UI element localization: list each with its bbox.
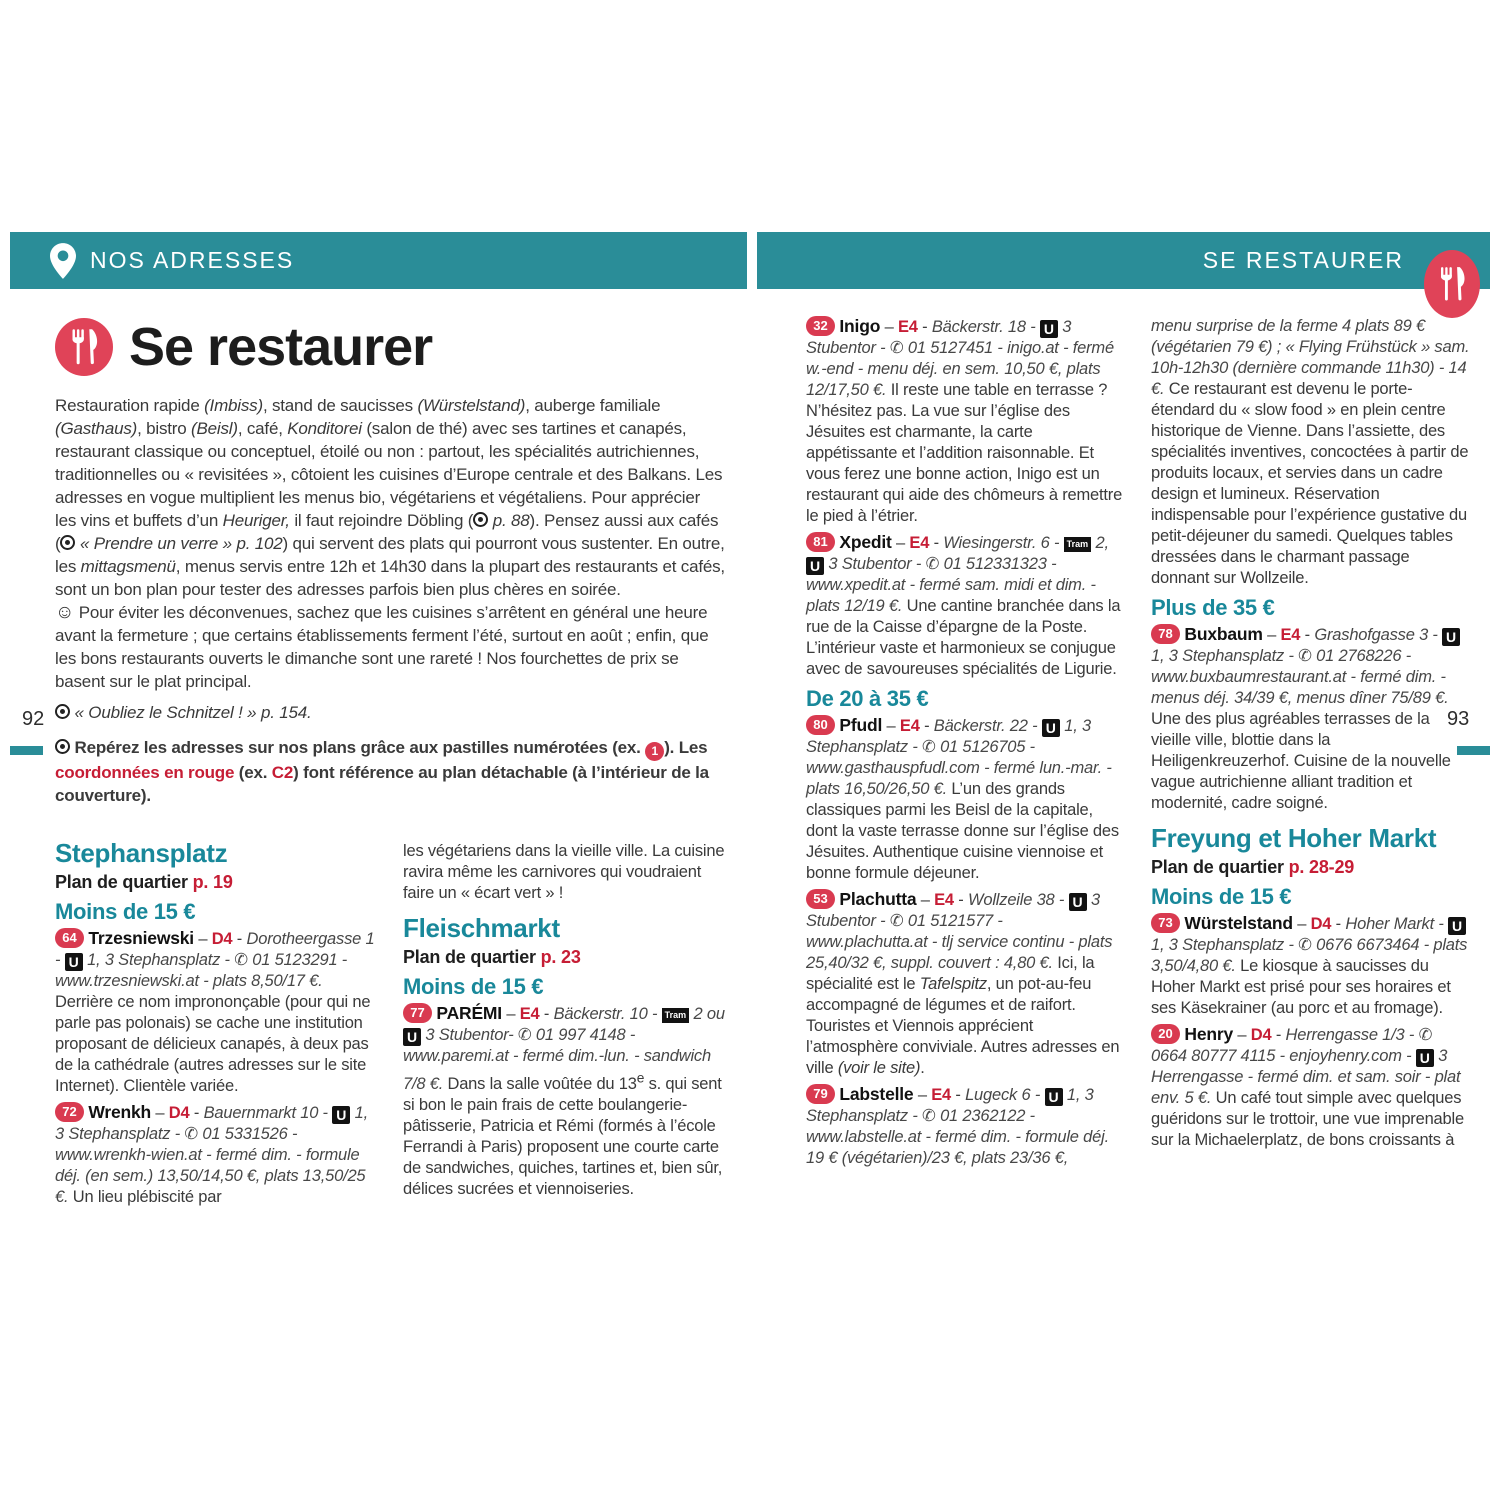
entry-details: Herrengasse 1/3 - ✆ 0664 80777 4115 - enjoyhenry.com - U 3 Herrengasse - fermé dim. et sam. soir - plat env. 5 €.: [1151, 1026, 1461, 1107]
section-label-left: NOS ADRESSES: [90, 247, 295, 273]
left-page: [55, 316, 725, 1213]
intro-block: [55, 394, 725, 807]
plan-page-ref: p. 28-29: [1288, 857, 1355, 877]
entry-number-badge: 79: [806, 1084, 835, 1104]
entry-number-badge: 78: [1151, 624, 1180, 644]
metro-icon: U: [1045, 1088, 1063, 1106]
metro-icon: U: [1442, 628, 1460, 646]
guide-icon: [55, 704, 70, 719]
entry-details: Bäckerstr. 10 - Tram 2 ou U 3 Stubentor- ✆ 01 997 4148 - www.paremi.at - fermé dim.-lun. - sandwich 7/8 €.: [403, 1005, 725, 1093]
left-page-columns: [55, 838, 725, 1213]
numbered-dot-badge: 1: [645, 742, 664, 761]
section-label-right: SE RESTAURER: [1202, 247, 1404, 273]
tips-paragraph: ☺ Pour éviter les déconvenues, sachez que les cuisines s’arrêtent en général une heure avant la fermeture ; que certains établissements ferment l’été, surtout en août ; enfin, que les bons restaurants ouverts le dimanche sont une rareté ! Nos fourchettes de prix se basent sur le plat principal.: [55, 602, 709, 691]
metro-icon: U: [1040, 320, 1058, 338]
smiley-icon: ☺: [55, 602, 75, 623]
restaurant-name: PARÉMI: [436, 1003, 502, 1023]
entry-description: L’un des grands classiques parmi les Beisl de la capitale, dont la vaste terrasse donne sur l’église des Jésuites. Authentique cuisine viennoise et bonne formule déjeuner.: [806, 780, 1119, 882]
entry-details: Hoher Markt - U 1, 3 Stephansplatz - ✆ 0676 6673464 - plats 3,50/4,80 €.: [1151, 915, 1468, 975]
chapter-title-row: [55, 316, 725, 378]
entry-number-badge: 32: [806, 316, 835, 336]
price-range-heading: Plus de 35 €: [1151, 595, 1275, 620]
metro-icon: U: [1416, 1049, 1434, 1067]
map-grid-ref: D4: [1250, 1026, 1272, 1044]
map-grid-ref: E4: [899, 717, 920, 735]
price-range-heading: De 20 à 35 €: [806, 686, 929, 711]
entry-description: Un café tout simple avec quelques guéridons sur le trottoir, une vue imprenable sur la Michaelerplatz, de bons croissants à: [1151, 1089, 1464, 1149]
restaurant-entry: 20 Henry – D4 - Herrengasse 1/3 - ✆ 0664 80777 4115 - enjoyhenry.com - U 3 Herrengasse - fermé dim. et sam. soir - plat env. 5 €. Un café tout simple avec quelques guéridons sur le trottoir, une vue imprenable sur la Michaelerplatz, de bons croissants à: [1151, 1024, 1464, 1149]
restaurant-entry: 79 Labstelle – E4 - Lugeck 6 - U 1, 3 Stephansplatz - ✆ 01 2362122 - www.labstelle.at - fermé dim. - formule déj. 19 € (végétarien)/23 €, plats 23/36 €,: [806, 1084, 1109, 1167]
phone-icon: ✆: [922, 1107, 936, 1125]
district-heading: Fleischmarkt: [403, 913, 560, 943]
map-grid-ref: D4: [211, 930, 233, 948]
entry-details: Bäckerstr. 22 - U 1, 3 Stephansplatz - ✆ 01 5126705 - www.gasthauspfudl.com - fermé lun.-mar. - plats 16,50/26,50 €.: [806, 717, 1112, 798]
map-grid-ref: E4: [897, 318, 918, 336]
restaurant-name: Labstelle: [839, 1084, 914, 1104]
entry-number-badge: 77: [403, 1003, 432, 1023]
entry-description: Dans la salle voûtée du 13e s. qui sent si bon le pain frais de cette boulangerie-pâtisserie, Patricia et Rémi (formés à l’école Ferrandi à Paris) proposent une courte carte de sandwiches, quiches, tartines et, bien sûr, délices sucrées et viennoiseries.: [403, 1070, 723, 1198]
map-grid-ref: E4: [519, 1005, 540, 1023]
plan-reference: Plan de quartier p. 23: [403, 947, 581, 967]
header-band-right: [757, 232, 1490, 289]
restaurant-name: Henry: [1184, 1024, 1233, 1044]
price-range-heading: Moins de 15 €: [403, 974, 544, 999]
column-3: [806, 316, 1125, 1174]
restaurant-entry: 81 Xpedit – E4 - Wiesingerstr. 6 - Tram 2, U 3 Stubentor - ✆ 01 512331323 - www.xpedit.at - fermé sam. midi et dim. - plats 12/19 €. Une cantine branchée dans la rue de la Caisse d’épargne de la Poste. L’intérieur vaste et harmonieux se conjugue avec de savoureuses spécialités de Ligurie.: [806, 532, 1121, 678]
district-heading: Stephansplatz: [55, 838, 228, 868]
phone-icon: ✆: [922, 738, 936, 756]
phone-icon: ✆: [889, 339, 904, 357]
page-number-right: 93: [1447, 708, 1470, 730]
plan-page-ref: p. 23: [540, 947, 581, 967]
column-2: [403, 841, 725, 1213]
entry-number-badge: 81: [806, 532, 835, 552]
map-grid-ref: E4: [931, 1086, 951, 1104]
map-legend-note: Repérez les adresses sur nos plans grâce aux pastilles numérotées (ex. 1 ). Les coordonnées en rouge (ex. C2) font référence au plan détachable (à l’intérieur de la couverture).: [55, 738, 709, 805]
map-grid-ref: E4: [1280, 626, 1301, 644]
restaurant-name: Würstelstand: [1184, 913, 1293, 933]
entry-description: les végétariens dans la vieille ville. La cuisine ravira même les carnivores qui voudraient faire un « écart vert » !: [403, 842, 725, 902]
restaurant-entry: 80 Pfudl – E4 - Bäckerstr. 22 - U 1, 3 Stephansplatz - ✆ 01 5126705 - www.gasthauspfudl.com - fermé lun.-mar. - plats 16,50/26,50 €. L’un des grands classiques parmi les Beisl de la capitale, dont la vaste terrasse donne sur l’église des Jésuites. Authentique cuisine viennoise et bonne formule déjeuner.: [806, 715, 1119, 882]
entry-number-badge: 72: [55, 1102, 84, 1122]
restaurant-entry: 64 Trzesniewski – D4 - Dorotheergasse 1 - U 1, 3 Stephansplatz - ✆ 01 5123291 - www.trzesniewski.at - plats 8,50/17 €. Derrière ce nom imprononçable (pour qui ne parle pas polonais) se cache une institution proposant de délicieux canapés, à deux pas de la cathédrale (autres adresses sur le site Internet). Clientèle variée.: [55, 928, 375, 1095]
entry-description: Un lieu plébiscité par: [72, 1188, 222, 1206]
restaurant-name: Buxbaum: [1184, 624, 1263, 644]
guide-icon: [55, 739, 70, 754]
page-title: Se restaurer: [129, 317, 433, 377]
metro-icon: U: [403, 1028, 421, 1046]
entry-details: menu surprise de la ferme 4 plats 89 € (végétarien 79 €) ; « Flying Frühstück » sam. 10h-12h30 (dernière commande 11h30) - 14 €.: [1151, 317, 1470, 398]
header-band-left: [10, 232, 747, 289]
phone-icon: ✆: [184, 1125, 199, 1143]
entry-number-badge: 64: [55, 928, 84, 948]
plan-page-ref: p. 19: [192, 872, 233, 892]
restaurant-entry: 72 Wrenkh – D4 - Bauernmarkt 10 - U 1, 3 Stephansplatz - ✆ 01 5331526 - www.wrenkh-wien.at - fermé dim. - formule déj. (en sem.) 13,50/14,50 €, plats 13,50/25 €. Un lieu plébiscité par: [55, 1102, 368, 1206]
price-range-heading: Moins de 15 €: [1151, 884, 1292, 909]
entry-number-badge: 53: [806, 889, 835, 909]
entry-description: Une des plus agréables terrasses de la vieille ville, blottie dans la Heiligenkreuzerhof. Cuisine de la nouvelle vague autrichienne alliant tradition et modernité, cadre soigné.: [1151, 710, 1451, 812]
entry-details: Dorotheergasse 1 - U 1, 3 Stephansplatz - ✆ 01 5123291 - www.trzesniewski.at - plats 8,50/17 €.: [55, 930, 375, 990]
entry-details: Grashofgasse 3 - U 1, 3 Stephansplatz - ✆ 01 2768226 - www.buxbaumrestaurant.at - fermé dim. - menus déj. 34/39 €, menus dîner 75/89 €.: [1151, 626, 1460, 707]
map-grid-ref: D4: [1310, 915, 1332, 933]
fork-knife-badge-icon: [1424, 250, 1480, 318]
map-grid-ref: E4: [909, 534, 930, 552]
page-dash-left: [10, 746, 43, 755]
restaurant-entry: 77 PARÉMI – E4 - Bäckerstr. 10 - Tram 2 ou U 3 Stubentor- ✆ 01 997 4148 - www.paremi.at - fermé dim.-lun. - sandwich 7/8 €. Dans la salle voûtée du 13e s. qui sent si bon le pain frais de cette boulangerie-pâtisserie, Patricia et Rémi (formés à l’école Ferrandi à Paris) proposent une courte carte de sandwiches, quiches, tartines et, bien sûr, délices sucrées et viennoiseries.: [403, 1003, 725, 1198]
restaurant-entry: 32 Inigo – E4 - Bäckerstr. 18 - U 3 Stubentor - ✆ 01 5127451 - inigo.at - fermé w.-end - menu déj. en sem. 10,50 €, plats 12/17,50 €. Il reste une table en terrasse ? N’hésitez pas. La vue sur l’église des Jésuites est charmante, la carte appétissante et l’addition raisonnable. Et vous ferez une bonne action, Inigo est un restaurant qui aide des chômeurs à remettre le pied à l’étrier.: [806, 316, 1123, 525]
restaurant-name: Pfudl: [839, 715, 883, 735]
entry-number-badge: 20: [1151, 1024, 1180, 1044]
entry-description: Ce restaurant est devenu le porte-étendard du « slow food » en plein centre historique de Vienne. Dans l’assiette, des spécialités inventives, concoctées à partir de produits locaux, et servies dans un cadre design et lumineux. Réservation indispensable pour l’expérience gustative du petit-déjeuner du samedi. Quelques tables dressées dans le charmant passage donnant sur Wollzeile.: [1151, 380, 1469, 587]
entry-description: Derrière ce nom imprononçable (pour qui ne parle pas polonais) se cache une institution proposant de délicieux canapés, à deux pas de la cathédrale (autres adresses sur le site Internet). Clientèle variée.: [55, 993, 371, 1095]
restaurant-name: Trzesniewski: [88, 928, 194, 948]
cross-reference-note: « Oubliez le Schnitzel ! » p. 154.: [55, 701, 725, 724]
map-pin-icon: [50, 243, 76, 279]
metro-icon: U: [1069, 893, 1087, 911]
price-range-heading: Moins de 15 €: [55, 899, 196, 924]
district-heading: Freyung et Hoher Markt: [1151, 823, 1437, 853]
map-grid-ref: D4: [168, 1104, 190, 1122]
page-number-left: 92: [22, 708, 45, 730]
metro-icon: U: [1448, 917, 1466, 935]
page-dash-right: [1457, 746, 1490, 755]
right-page: [806, 316, 1470, 1174]
metro-icon: U: [332, 1106, 350, 1124]
restaurant-name: Inigo: [839, 316, 881, 336]
plan-reference: Plan de quartier p. 19: [55, 872, 233, 892]
entry-details: Bäckerstr. 18 - U 3 Stubentor - ✆ 01 5127451 - inigo.at - fermé w.-end - menu déj. en sem. 10,50 €, plats 12/17,50 €.: [806, 318, 1114, 399]
column-1: [55, 838, 377, 1213]
entry-description: Il reste une table en terrasse ? N’hésitez pas. La vue sur l’église des Jésuites est charmante, la carte appétissante et l’addition raisonnable. Et vous ferez une bonne action, Inigo est un restaurant qui aide des chômeurs à remettre le pied à l’étrier.: [806, 381, 1123, 525]
metro-icon: U: [806, 557, 824, 575]
entry-details: Wiesingerstr. 6 - Tram 2, U 3 Stubentor - ✆ 01 512331323 - www.xpedit.at - fermé sam. midi et dim. - plats 12/19 €.: [806, 534, 1109, 615]
continuation-text: [403, 841, 725, 904]
phone-icon: ✆: [925, 555, 940, 573]
column-4: [1151, 316, 1470, 1174]
phone-icon: ✆: [517, 1026, 532, 1044]
tram-icon: Tram: [662, 1008, 690, 1023]
intro-paragraph: Restauration rapide (Imbiss), stand de saucisses (Würstelstand), auberge familiale (Gasthaus), bistro (Beisl), café, Konditorei (salon de thé) avec ses tartines et canapés, restaurant classique ou conceptuel, étoilé ou non : partout, les spécialités autrichiennes, traditionnelles ou « revisitées », côtoient les cuisines d’Europe centrale et des Balkans. Les adresses en vogue multiplient les menus bio, végétariens et végétaliens. Pour apprécier les vins et buffets d’un Heuriger, il faut rejoindre Döbling ( p. 88). Pensez aussi aux cafés ( « Prendre un verre » p. 102) qui servent des plats qui pourront vous sustenter. En outre, les mittagsmenü, menus servis entre 12h et 14h30 dans la plupart des restaurants et cafés, sont un bon plan pour tester des adresses parfois bien plus chères en soirée.: [55, 396, 725, 599]
fork-knife-glyph: [1435, 262, 1469, 306]
tram-icon: Tram: [1064, 537, 1092, 552]
entry-details: Wollzeile 38 - U 3 Stubentor - ✆ 01 5121577 - www.plachutta.at - tlj service continu - plats 25,40/32 €, suppl. couvert : 4,80 €.: [806, 891, 1113, 972]
restaurant-name: Plachutta: [839, 889, 917, 909]
phone-icon: ✆: [234, 951, 248, 969]
entry-number-badge: 73: [1151, 913, 1180, 933]
metro-icon: U: [1042, 719, 1060, 737]
guide-icon: [473, 512, 488, 527]
entry-description: Une cantine branchée dans la rue de la Caisse d’épargne de la Poste. L’intérieur vaste et harmonieux se conjugue avec de savoureuses spécialités de Ligurie.: [806, 597, 1121, 678]
entry-details: Lugeck 6 - U 1, 3 Stephansplatz - ✆ 01 2362122 - www.labstelle.at - fermé dim. - formule déj. 19 € (végétarien)/23 €, plats 23/36 €,: [806, 1086, 1109, 1167]
restaurant-icon: [55, 318, 113, 376]
plan-reference: Plan de quartier p. 28-29: [1151, 857, 1355, 877]
entry-number-badge: 80: [806, 715, 835, 735]
entry-description: Le kiosque à saucisses du Hoher Markt est prisé pour ses horaires et ses Käsekrainer (au porc et au fromage).: [1151, 957, 1451, 1017]
map-grid-ref: E4: [934, 891, 954, 909]
restaurant-entry: 73 Würstelstand – D4 - Hoher Markt - U 1, 3 Stephansplatz - ✆ 0676 6673464 - plats 3,50/4,80 €. Le kiosque à saucisses du Hoher Markt est prisé pour ses horaires et ses Käsekrainer (au porc et au fromage).: [1151, 913, 1468, 1017]
phone-icon: ✆: [1298, 936, 1312, 954]
restaurant-name: Xpedit: [839, 532, 892, 552]
entry-details: Bauernmarkt 10 - U 1, 3 Stephansplatz - ✆ 01 5331526 - www.wrenkh-wien.at - fermé dim. - formule déj. (en sem.) 13,50/14,50 €, plats 13,50/25 €.: [55, 1104, 368, 1206]
restaurant-entry: 78 Buxbaum – E4 - Grashofgasse 3 - U 1, 3 Stephansplatz - ✆ 01 2768226 - www.buxbaumrestaurant.at - fermé dim. - menus déj. 34/39 €, menus dîner 75/89 €. Une des plus agréables terrasses de la vieille ville, blottie dans la Heiligenkreuzerhof. Cuisine de la nouvelle vague autrichienne alliant tradition et modernité, cadre soigné.: [1151, 624, 1470, 814]
metro-icon: U: [65, 953, 83, 971]
phone-icon: ✆: [1298, 647, 1312, 665]
continuation-text: [1151, 316, 1470, 589]
phone-icon: ✆: [1418, 1026, 1433, 1044]
restaurant-name: Wrenkh: [88, 1102, 152, 1122]
guide-icon: [60, 535, 75, 550]
entry-description: Ici, la spécialité est le Tafelspitz, un pot-au-feu accompagné de légumes et de raifort. Touristes et Viennois apprécient l’atmosphère conviviale. Autres adresses en ville (voir le site).: [806, 954, 1120, 1077]
phone-icon: ✆: [889, 912, 904, 930]
restaurant-entry: 53 Plachutta – E4 - Wollzeile 38 - U 3 Stubentor - ✆ 01 5121577 - www.plachutta.at - tlj service continu - plats 25,40/32 €, suppl. couvert : 4,80 €. Ici, la spécialité est le Tafelspitz, un pot-au-feu accompagné de légumes et de raifort. Touristes et Viennois apprécient l’atmosphère conviviale. Autres adresses en ville (voir le site).: [806, 889, 1120, 1077]
